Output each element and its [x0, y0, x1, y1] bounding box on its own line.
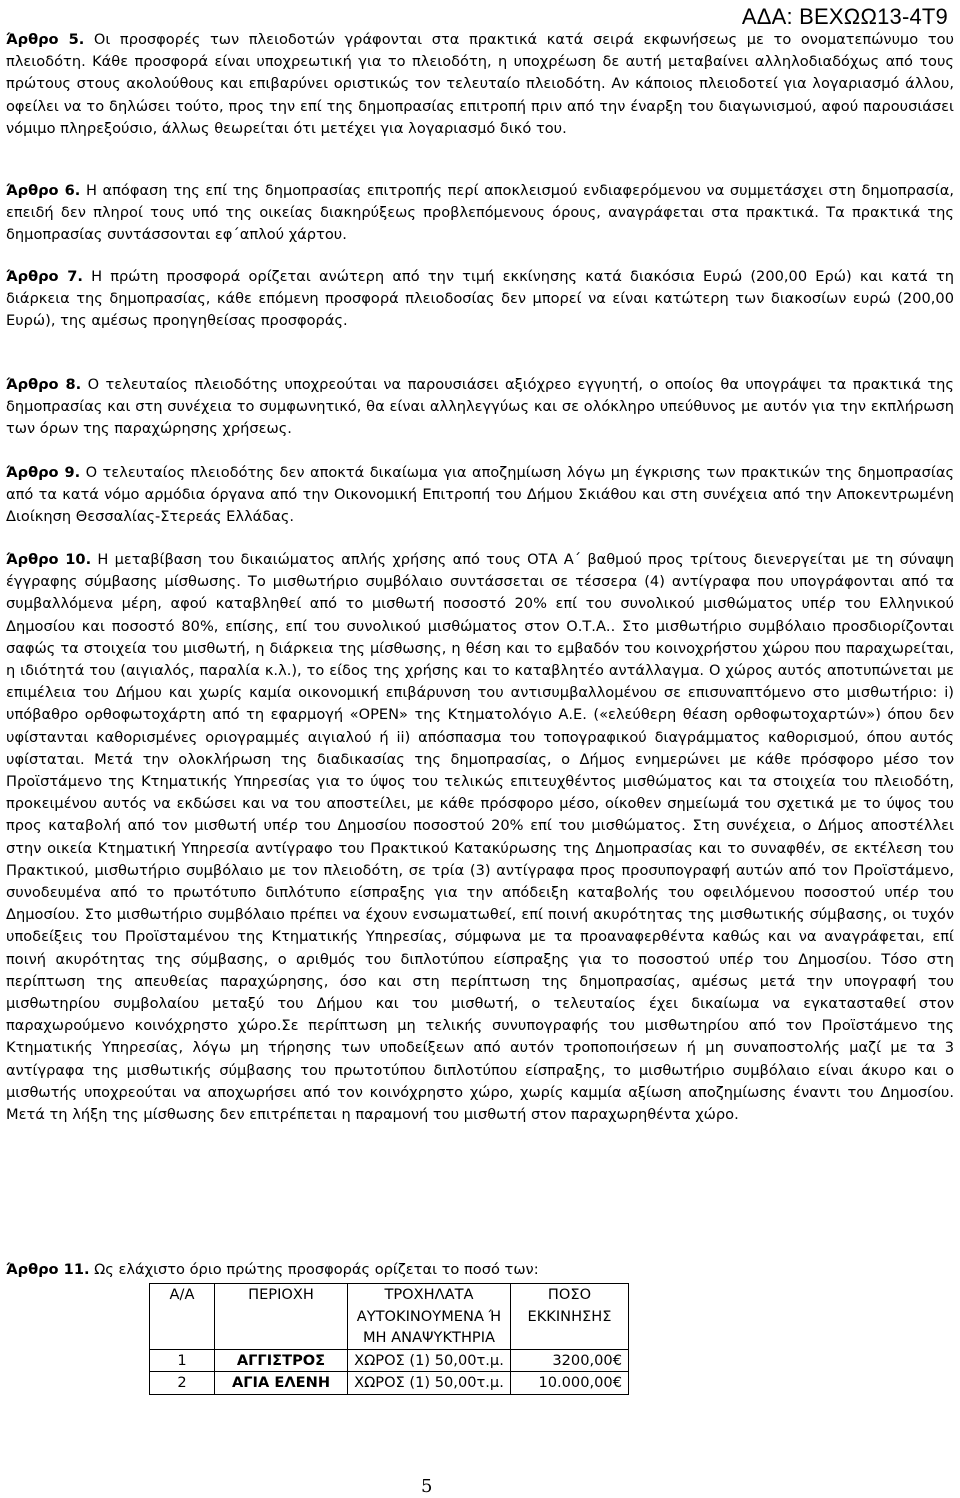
page-number: 5 [421, 1476, 433, 1497]
article-8 [6, 374, 954, 441]
cell-amount: 10.000,00€ [511, 1372, 629, 1395]
article-5 [6, 29, 954, 140]
article-text: Οι προσφορές των πλειοδοτών γράφονται στα πρακτικά κατά σειρά εκφωνήσεως με το ονοματεπώνυμο του πλειοδότη. Κάθε προσφορά είναι υποχρεωτική για το πλειοδότη, η υποχρέωση δε αυτή μεταβαίνει αλληλοδιαδόχως από τους πρώτους στους ακολούθους και επιβαρύνει οριστικώς τον τελευταίο πλειοδότη. Αν κάποιος πλειοδοτεί για λογαριασμό άλλου, οφείλει να το δηλώσει τούτο, προς την επί της δημοπρασίας επιτροπή πριν από την έναρξη του διαγωνισμού, αφού παρουσιάσει νόμιμο πληρεξούσιο, άλλως θεωρείται ότι μετέχει για λογαριασμό δικό του. [6, 31, 954, 137]
cell-area: ΑΓΙΑ ΕΛΕΝΗ [215, 1372, 348, 1395]
article-heading: Άρθρο 8. [6, 376, 82, 393]
article-text: Ο τελευταίος πλειοδότης δεν αποκτά δικαίωμα για αποζημίωση λόγω μη έγκρισης των πρακτικών της δημοπρασίας από τα κατά νόμο αρμόδια όργανα από την Οικονομική Επιτροπή του Δήμου Σκιάθου και στη συνέχεια από την Αποκεντρωμένη Διοίκηση Θεσσαλίας-Στερεάς Ελλάδας. [6, 464, 955, 526]
article-7 [6, 266, 954, 333]
cell-space: ΧΩΡΟΣ (1) 50,00τ.μ. [348, 1372, 511, 1395]
table-header-row [150, 1284, 629, 1350]
article-text: Η μεταβίβαση του δικαιώματος απλής χρήσης από τους ΟΤΑ Α΄ βαθμού προς τρίτους διενεργείται με τη σύναψη έγγραφης σύμβασης μίσθωσης. Το μισθωτήριο συμβόλαιο συντάσσεται σε τέσσερα (4) αντίγραφα που υπογράφονται από τα συμβαλλόμενα μέρη, αφού καταβληθεί από το μισθωτή ποσοστό 20% επί του συνολικού μισθώματος υπέρ του Ελληνικού Δημοσίου και ποσοστό 80%, επίσης, επί του συνολικού μισθώματος στον Ο.Τ.Α.. Στο μισθωτήριο συμβόλαιο προσδιορίζονται σαφώς τα στοιχεία του μισθωτή, η διάρκεια της μίσθωσης, η θέση και το εμβαδόν του κοινοχρήστου χώρου που παραχωρείται, η ιδιότητά του (αιγιαλός, παραλία κ.λ.), το είδος της χρήσης και το καταβλητέο αντάλλαγμα. Ο χώρος αυτός αποτυπώνεται με επιμέλεια του Δήμου και χωρίς καμία οικονομική επιβάρυνση του αντισυμβαλλομένου σε επισυναπτόμενο στο μισθωτήριο: i) υπόβαθρο ορθοφωτοχάρτη από τη εφαρμογή «OPEN» της Κτηματολόγιο Α.Ε. («ελεύθερη θέαση ορθοφωτοχαρτών») όπου δεν υφίστανται καθορισμένες οριογραμμές αιγιαλού ή ii) απόσπασμα του τοπογραφικού διαγράμματος καθορισμού, όπου αυτός υφίσταται. Μετά την ολοκλήρωση της διαδικασίας της δημοπρασίας, ο Δήμος ενημερώνει με κάθε πρόσφορο μέσο τον Προϊστάμενο της Κτηματικής Υπηρεσίας για το ύψος του τελικώς επιτευχθέντος μισθώματος και τα στοιχεία του πλειοδότη, προκειμένου αυτός να εκδώσει και να του αποστείλει, με κάθε πρόσφορο μέσο, οίκοθεν σημείωμά του σχετικά με το ύψος του προς καταβολή από τον μισθωτή υπέρ του Δημοσίου ποσοστού 20% επί του μισθώματος. Στη συνέχεια, ο Δήμος αποστέλλει στην οικεία Κτηματική Υπηρεσία αντίγραφο του Πρακτικού Κατακύρωσης της Δημοπρασίας και το συναφθέν, σε εκτέλεση του Πρακτικού, μισθωτήριο συμβόλαιο με τον πλειοδότη, σε τρία (3) αντίγραφα προς προσυπογραφή αυτών από τον Προϊστάμενο, συνοδευμένα από το πρωτότυπο διπλότυπο είσπραξης για την απόδειξη καταβολής του οφειλόμενου ποσοστού υπέρ του Δημοσίου. Στο μισθωτήριο συμβόλαιο πρέπει να έχουν ενσωματωθεί, επί ποινή ακυρότητας της μισθωτικής σύμβασης, οι τυχόν υποδείξεις του Προϊσταμένου της Κτηματικής Υπηρεσίας, σύμφωνα με τα προαναφερθέντα καθώς και να αναγράφεται, επί ποινή ακυρότητας της σύμβασης, ο αριθμός του διπλοτύπου είσπραξης για το ποσοστού υπέρ του Δημοσίου. Τόσο στη περίπτωση της απευθείας παραχώρησης, όσο και στη περίπτωση της δημοπρασίας, αμέσως μετά την υπογραφή του μισθωτηρίου συμβολαίου μεταξύ του Δήμου και του μισθωτή, ο τελευταίος έχει δικαίωμα να εγκατασταθεί στον παραχωρούμενο κοινόχρηστο χώρο.Σε περίπτωση μη τελικής συνυπογραφής του μισθωτηρίου από τον Προϊστάμενο της Κτηματικής Υπηρεσίας, λόγω μη τήρησης των υποδείξεων από αυτόν τροποποιήσεων ή μη συναποστολής μαζί με τα 3 αντίγραφα της μισθωτικής σύμβασης του πρωτοτύπου διπλοτύπου είσπραξης, το μισθωτήριο συμβόλαιο είναι άκυρο και ο μισθωτής υποχρεούται να αποχωρήσει από τον κοινόχρηστο χώρο, χωρίς καμμία αξίωση αποζημίωσης έναντι του Δημοσίου. Μετά τη λήξη της μίσθωσης δεν επιτρέπεται η παραμονή του μισθωτή στον παραχωρηθέντα χώρο. [6, 551, 955, 1124]
article-10 [6, 549, 954, 1126]
article-heading: Άρθρο 7. [6, 268, 83, 285]
article-11 [6, 1259, 954, 1281]
article-heading: Άρθρο 10. [6, 551, 92, 568]
cell-amount: 3200,00€ [511, 1349, 629, 1372]
cell-space: ΧΩΡΟΣ (1) 50,00τ.μ. [348, 1349, 511, 1372]
article-9 [6, 462, 954, 529]
table-row [150, 1372, 629, 1395]
article-text: Ως ελάχιστο όριο πρώτης προσφοράς ορίζεται το ποσό των: [94, 1261, 539, 1278]
document-id: ΑΔΑ: ΒΕΧΩΩ13-4Τ9 [741, 4, 948, 29]
header-area: ΠΕΡΙΟΧΗ [215, 1284, 348, 1350]
article-text: Η πρώτη προσφορά ορίζεται ανώτερη από την τιμή εκκίνησης κατά διακόσια Ευρώ (200,00 Ερώ) και κατά τη διάρκεια της δημοπρασίας, κάθε επόμενη προσφορά πλειοδοσίας δεν μπορεί να είναι κατώτερη των διακοσίων ευρώ (200,00 Ευρώ), της αμέσως προηγηθείσας προσφοράς. [6, 268, 954, 330]
article-text: Ο τελευταίος πλειοδότης υποχρεούται να παρουσιάσει αξιόχρεο εγγυητή, ο οποίος θα υπογράψει τα πρακτικά της δημοπρασίας και στη συνέχεια το συμφωνητικό, θα είναι αλληλεγγύως και σε ολόκληρο υπεύθυνος με αυτόν για την εκπλήρωση των όρων της παραχώρησης χρήσεως. [6, 376, 954, 438]
table-row [150, 1349, 629, 1372]
article-heading: Άρθρο 11. [6, 1261, 90, 1278]
article-6 [6, 180, 954, 247]
cell-area: ΑΓΓΙΣΤΡΟΣ [215, 1349, 348, 1372]
min-bid-table [149, 1283, 629, 1395]
article-heading: Άρθρο 5. [6, 31, 85, 48]
cell-num: 1 [150, 1349, 215, 1372]
header-amount: ΠΟΣΟ ΕΚΚΙΝΗΣΗΣ [511, 1284, 629, 1350]
cell-num: 2 [150, 1372, 215, 1395]
article-heading: Άρθρο 9. [6, 464, 81, 481]
article-heading: Άρθρο 6. [6, 182, 81, 199]
header-num: Α/Α [150, 1284, 215, 1350]
header-space: ΤΡΟΧΗΛΑΤΑ ΑΥΤΟΚΙΝΟΥΜΕΝΑ Ή ΜΗ ΑΝΑΨΥΚΤΗΡΙΑ [348, 1284, 511, 1350]
article-text: Η απόφαση της επί της δημοπρασίας επιτροπής περί αποκλεισμού ενδιαφερόμενου να συμμετάσχει στη δημοπρασία, επειδή δεν πληροί τους υπό της οικείας διακηρύξεως προβλεπόμενους όρους, αναγράφεται στα πρακτικά. Τα πρακτικά της δημοπρασίας συντάσσονται εφ΄απλού χάρτου. [6, 182, 954, 244]
